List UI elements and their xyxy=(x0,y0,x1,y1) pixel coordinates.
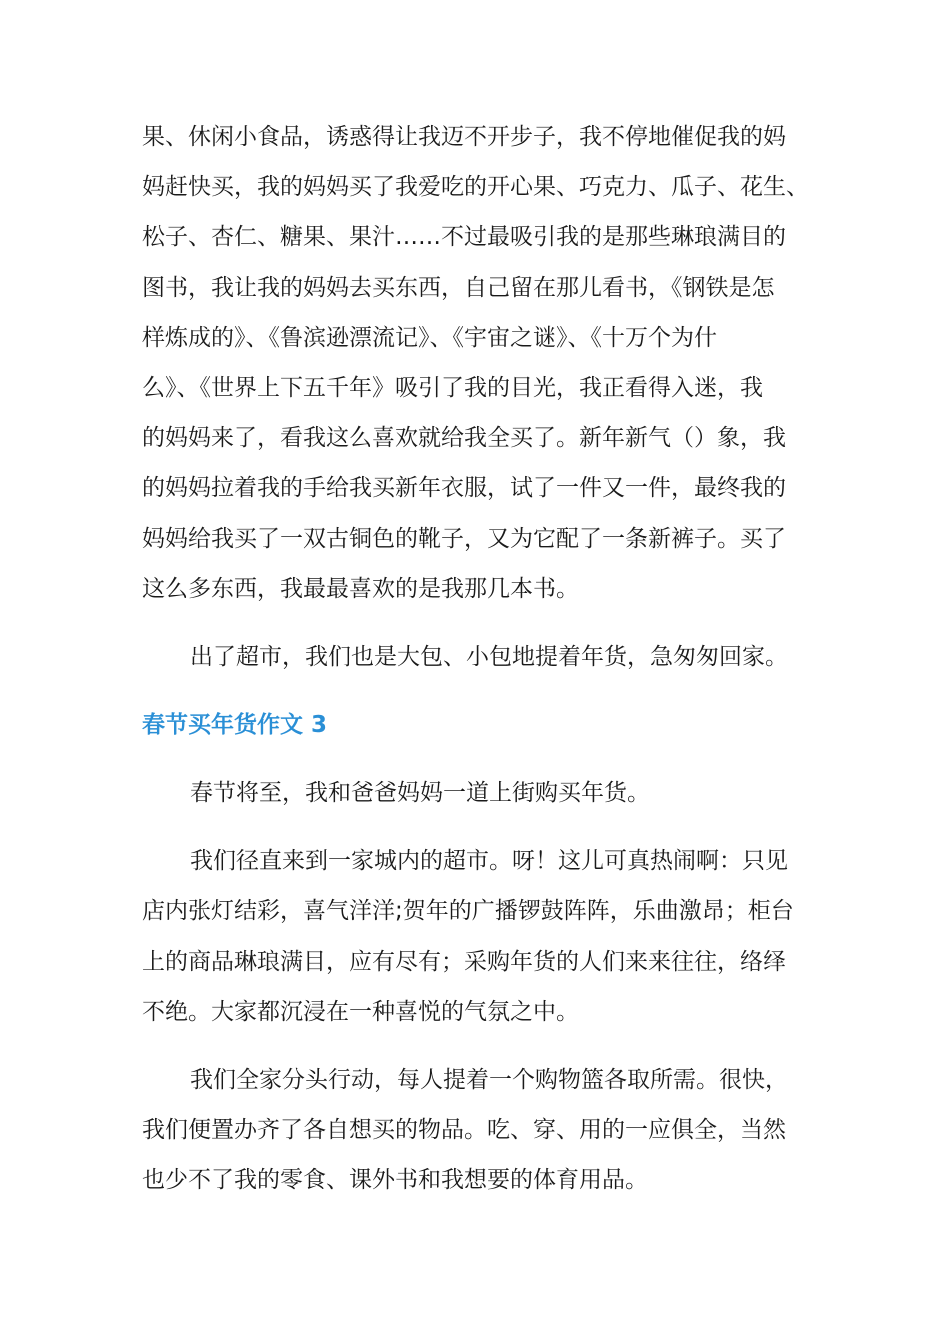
paragraph-4 xyxy=(142,836,814,1037)
text-line: 果、休闲小食品，诱惑得让我迈不开步子，我不停地催促我的妈 xyxy=(142,124,786,150)
text-line: 这么多东西，我最最喜欢的是我那几本书。 xyxy=(142,575,579,602)
paragraph-gap xyxy=(142,682,814,700)
paragraph-gap xyxy=(142,750,814,768)
section-heading: 春节买年货作文 3 xyxy=(142,712,328,739)
text-line: 妈妈给我买了一双古铜色的靴子，又为它配了一条新裤子。买了 xyxy=(142,525,786,552)
paragraph-gap xyxy=(142,614,814,632)
paragraph-gap xyxy=(142,818,814,836)
text-line: 不绝。大家都沉浸在一种喜悦的气氛之中。 xyxy=(142,998,579,1025)
text-line: 我们便置办齐了各自想买的物品。吃、穿、用的一应俱全，当然 xyxy=(142,1117,786,1144)
text-line: 样炼成的》、《鲁滨逊漂流记》、《宇宙之谜》、《十万个为什 xyxy=(142,324,717,351)
paragraph-gap xyxy=(142,1037,814,1055)
text-line: 的妈妈来了，看我这么喜欢就给我全买了。新年新气（）象，我 xyxy=(142,425,786,452)
paragraph-1 xyxy=(142,112,814,614)
text-line: 上的商品琳琅满目，应有尽有；采购年货的人们来来往往，络绎 xyxy=(142,948,786,975)
text-line: 我们全家分头行动，每人提着一个购物篮各取所需。很快， xyxy=(190,1067,788,1093)
text-line: 松子、杏仁、糖果、果汁……不过最吸引我的是那些琳琅满目的 xyxy=(142,224,786,251)
text-line: 的妈妈拉着我的手给我买新年衣服，试了一件又一件，最终我的 xyxy=(142,475,786,502)
text-line: 出了超市，我们也是大包、小包地提着年货，急匆匆回家。 xyxy=(190,643,788,670)
text-line: 也少不了我的零食、课外书和我想要的体育用品。 xyxy=(142,1167,648,1194)
text-line: 图书，我让我的妈妈去买东西，自己留在那儿看书，《钢铁是怎 xyxy=(142,274,775,301)
text-line: 妈赶快买，我的妈妈买了我爱吃的开心果、巧克力、瓜子、花生、 xyxy=(142,174,809,201)
text-line: 店内张灯结彩，喜气洋洋;贺年的广播锣鼓阵阵，乐曲激昂；柜台 xyxy=(142,898,794,925)
paragraph-2 xyxy=(142,632,814,682)
text-line: 春节将至，我和爸爸妈妈一道上街购买年货。 xyxy=(190,780,650,807)
text-line: 我们径直来到一家城内的超市。呀！这儿可真热闹啊：只见 xyxy=(190,848,788,875)
text-line: 么》、《世界上下五千年》吸引了我的目光，我正看得入迷，我 xyxy=(142,374,763,401)
document-content xyxy=(142,112,814,1206)
paragraph-3 xyxy=(142,768,814,818)
paragraph-5 xyxy=(142,1055,814,1206)
